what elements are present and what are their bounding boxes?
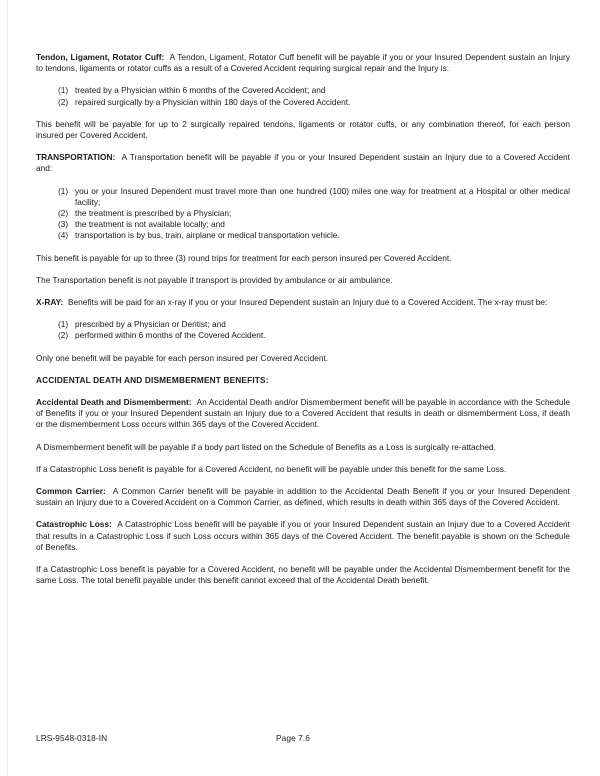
list-marker: (1)	[58, 319, 69, 330]
list-item	[36, 186, 570, 208]
list-text: the treatment is not available locally; and	[75, 219, 225, 230]
heading-common-carrier: Common Carrier:	[36, 486, 106, 497]
heading-accidental-death-dismemberment: Accidental Death and Dismemberment:	[36, 397, 192, 408]
list-text: repaired surgically by a Physician within 180 days of the Covered Accident.	[75, 96, 351, 107]
list-marker: (1)	[58, 185, 69, 196]
paragraph-transportation-after2: The Transportation benefit is not payable if transport is provided by ambulance or air ambulance.	[36, 274, 393, 285]
text-transportation-intro: A Transportation benefit will be payable if you or your Insured Dependent sustain an Injury due to a Covered Accident and:	[36, 152, 570, 174]
list-item	[36, 319, 570, 330]
list-item	[36, 330, 570, 341]
paragraph-add-intro	[36, 397, 570, 431]
list-text: you or your Insured Dependent must travel more than one hundred (100) miles one way for treatment at a Hospital or other medical facility;	[75, 185, 570, 207]
list-text: performed within 6 months of the Covered Accident.	[75, 330, 266, 341]
list-marker: (1)	[58, 85, 69, 96]
paragraph-catastrophic-loss	[36, 519, 570, 553]
list-item	[36, 97, 570, 108]
heading-transportation: TRANSPORTATION:	[36, 152, 116, 163]
paragraph-catastrophic-loss-para2: If a Catastrophic Loss benefit is payable for a Covered Accident, no benefit will be payable under the Accidental Dismemberment benefit for the same Loss. The total benefit payable under this benefit cannot exceed that of the Accidental Death benefit.	[36, 564, 570, 586]
list-marker: (2)	[58, 208, 69, 219]
paragraph-transportation-after1: This benefit is payable for up to three (3) round trips for treatment for each person insured per Covered Accident.	[36, 252, 452, 263]
paragraph-tendon-intro	[36, 52, 570, 74]
paragraph-add-para2: A Dismemberment benefit will be payable if a body part listed on the Schedule of Benefits as a Loss is surgically re-attached.	[36, 441, 497, 452]
list-marker: (4)	[58, 230, 69, 241]
list-marker: (2)	[58, 330, 69, 341]
list-item	[36, 230, 570, 241]
heading-xray: X-RAY:	[36, 297, 64, 308]
list-item	[36, 208, 570, 219]
list-text: treated by a Physician within 6 months of the Covered Accident; and	[75, 85, 326, 96]
page-edge-line	[7, 0, 8, 776]
heading-catastrophic-loss: Catastrophic Loss:	[36, 519, 112, 530]
paragraph-add-para3: If a Catastrophic Loss benefit is payable for a Covered Accident, no benefit will be payable under this benefit for the same Loss.	[36, 463, 507, 474]
list-item	[36, 219, 570, 230]
footer-page-number: Page 7.6	[276, 733, 311, 743]
list-marker: (3)	[58, 219, 69, 230]
document-content	[36, 52, 570, 587]
text-common-carrier-intro: A Common Carrier benefit will be payable in addition to the Accidental Death Benefit if you or your Insured Dependent sustain an Injury due to a Covered Accident on a Common Carrier, as defined, which results in death within 365 days of the Covered Accident.	[36, 486, 571, 508]
paragraph-common-carrier	[36, 486, 570, 508]
paragraph-xray-after: Only one benefit will be payable for each person insured per Covered Accident.	[36, 352, 329, 363]
list-text: transportation is by bus, train, airplane or medical transportation vehicle.	[75, 230, 340, 241]
paragraph-xray-intro	[36, 297, 570, 308]
list-xray	[36, 319, 570, 341]
list-tendon	[36, 85, 570, 107]
paragraph-transportation-intro	[36, 152, 570, 174]
text-catastrophic-loss-intro: A Catastrophic Loss benefit will be payable if you or your Insured Dependent sustain an Injury due to a Covered Accident that results in a Catastrophic Loss if such Loss occurs within 365 days of the Covered Accident. The benefit payable is shown on the Schedule of Benefits.	[36, 519, 570, 552]
list-marker: (2)	[58, 96, 69, 107]
text-tendon-intro: A Tendon, Ligament, Rotator Cuff benefit will be payable if you or your Insured Dependent sustain an Injury to tendons, ligaments or rotator cuffs as a result of a Covered Accident requiring surgical repair and the Injury is:	[36, 52, 570, 74]
paragraph-tendon-after: This benefit will be payable for up to 2 surgically repaired tendons, ligaments or rotator cuffs, or any combination thereof, for each person insured per Covered Accident.	[36, 118, 570, 141]
section-heading-add-benefits: ACCIDENTAL DEATH AND DISMEMBERMENT BENEFITS:	[36, 374, 269, 385]
list-transportation	[36, 186, 570, 242]
text-xray-intro: Benefits will be paid for an x-ray if you or your Insured Dependent sustain an Injury due to a Covered Accident. The x-ray must be:	[67, 297, 548, 308]
heading-tendon: Tendon, Ligament, Rotator Cuff:	[36, 52, 165, 62]
list-text: prescribed by a Physician or Dentist; and	[75, 319, 226, 330]
footer-form-id: LRS-9548-0318-IN	[36, 733, 108, 743]
list-text: the treatment is prescribed by a Physician;	[75, 208, 232, 219]
text-add-intro: An Accidental Death and/or Dismemberment benefit will be payable in accordance with the Schedule of Benefits if you or your Insured Dependent sustain an Injury due to a Covered Accident that results in death or dismemberment Loss, if death or the dismemberment Loss occurs within 365 days of the Covered Accident.	[36, 397, 571, 430]
list-item	[36, 85, 570, 96]
